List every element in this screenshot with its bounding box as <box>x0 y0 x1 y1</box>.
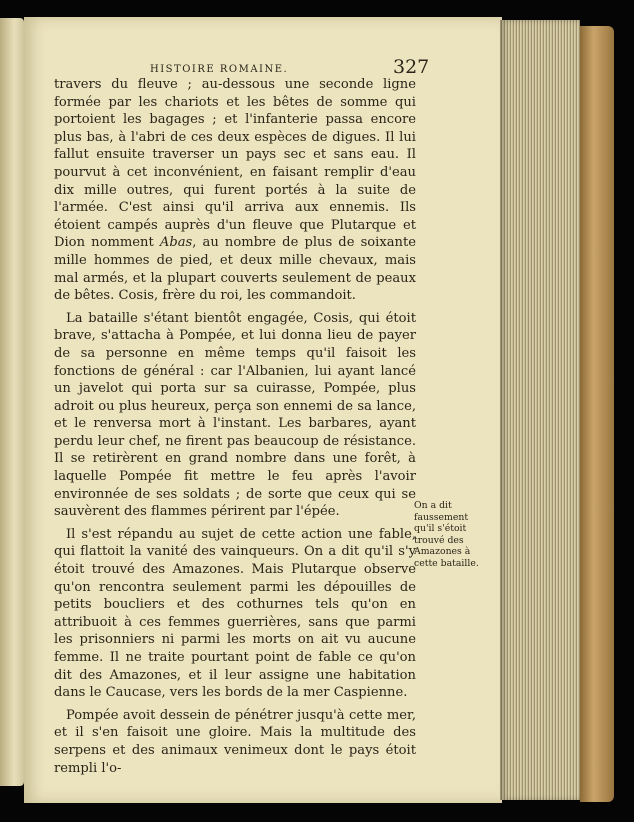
margin-note: On a dit faussement qu'il s'étoit trouvé des Amazones à cette bataille. <box>414 500 479 569</box>
page-number: 327 <box>393 56 430 78</box>
paragraph-4: Pompée avoit dessein de pénétrer jusqu'à cette mer, et il s'en faisoit une gloire. Mais la multitude des serpens et des animaux venimeux dont le pays étoit rempli l'o- <box>54 707 416 776</box>
paragraph-1-after: , au nombre de plus de soixante mille hommes de pied, et deux mille chevaux, mais mal armés, et la plupart couverts seulement de peaux de bêtes. Cosis, frère du roi, les commandoit. <box>54 235 417 304</box>
book-cover <box>580 26 614 802</box>
page-edges <box>500 20 580 800</box>
paragraph-2: La bataille s'étant bientôt engagée, Cosis, qui étoit brave, s'attacha à Pompée, et lui donna lieu de payer de sa personne en même temps qu'il faisoit les fonctions de général : car l'Albanien, lui ayant lancé un javelot qui porta sur sa cuirasse, Pompée, plus adroit ou plus heureux, perça son ennemi de sa lance, et le renversa mort à l'instant. Les barbares, ayant perdu leur chef, ne firent pas beaucoup de résistance. Il se retirèrent en grand nombre dans une forêt, à laquelle Pompée fit mettre le feu après l'avoir environnée de ses soldats ; de sorte que ceux qui se sauvèrent des flammes périrent par l'épée. <box>54 310 416 520</box>
paragraph-1-before: travers du fleuve ; au-dessous une seconde ligne formée par les chariots et les bêtes de somme qui portoient les bagages ; et l'infanterie passa encore plus bas, à l'abri de ces deux espèces de digues. Il lui fallut ensuite traverser un pays sec et sans eau. Il pourvut à cet inconvénient, en faisant remplir d'eau dix mille outres, qui furent portés à la suite de l'armée. C'est ainsi qu'il arriva aux ennemis. Ils étoient campés auprès d'un fleuve que Plutarque et Dion nomment <box>54 77 416 251</box>
body-text <box>54 76 416 777</box>
running-head: HISTOIRE ROMAINE. <box>150 64 289 75</box>
left-page-edge <box>0 18 24 786</box>
paragraph-1 <box>54 76 416 305</box>
paragraph-1-emphasis: Abas <box>159 235 193 251</box>
paragraph-3: Il s'est répandu au sujet de cette action une fable, qui flattoit la vanité des vainqueurs. On a dit qu'il s'y étoit trouvé des Amazones. Mais Plutarque observe qu'on rencontra seulement parmi les dépouilles de petits boucliers et des cothurnes tels qu'on en attribuoit à ces femmes guerrières, sans que parmi les prisonniers ni parmi les morts on ait vu aucune femme. Il ne traite pourtant point de fable ce qu'on dit des Amazones, et il leur assigne une habitation dans le Caucase, vers les bords de la mer Caspienne. <box>54 526 416 701</box>
